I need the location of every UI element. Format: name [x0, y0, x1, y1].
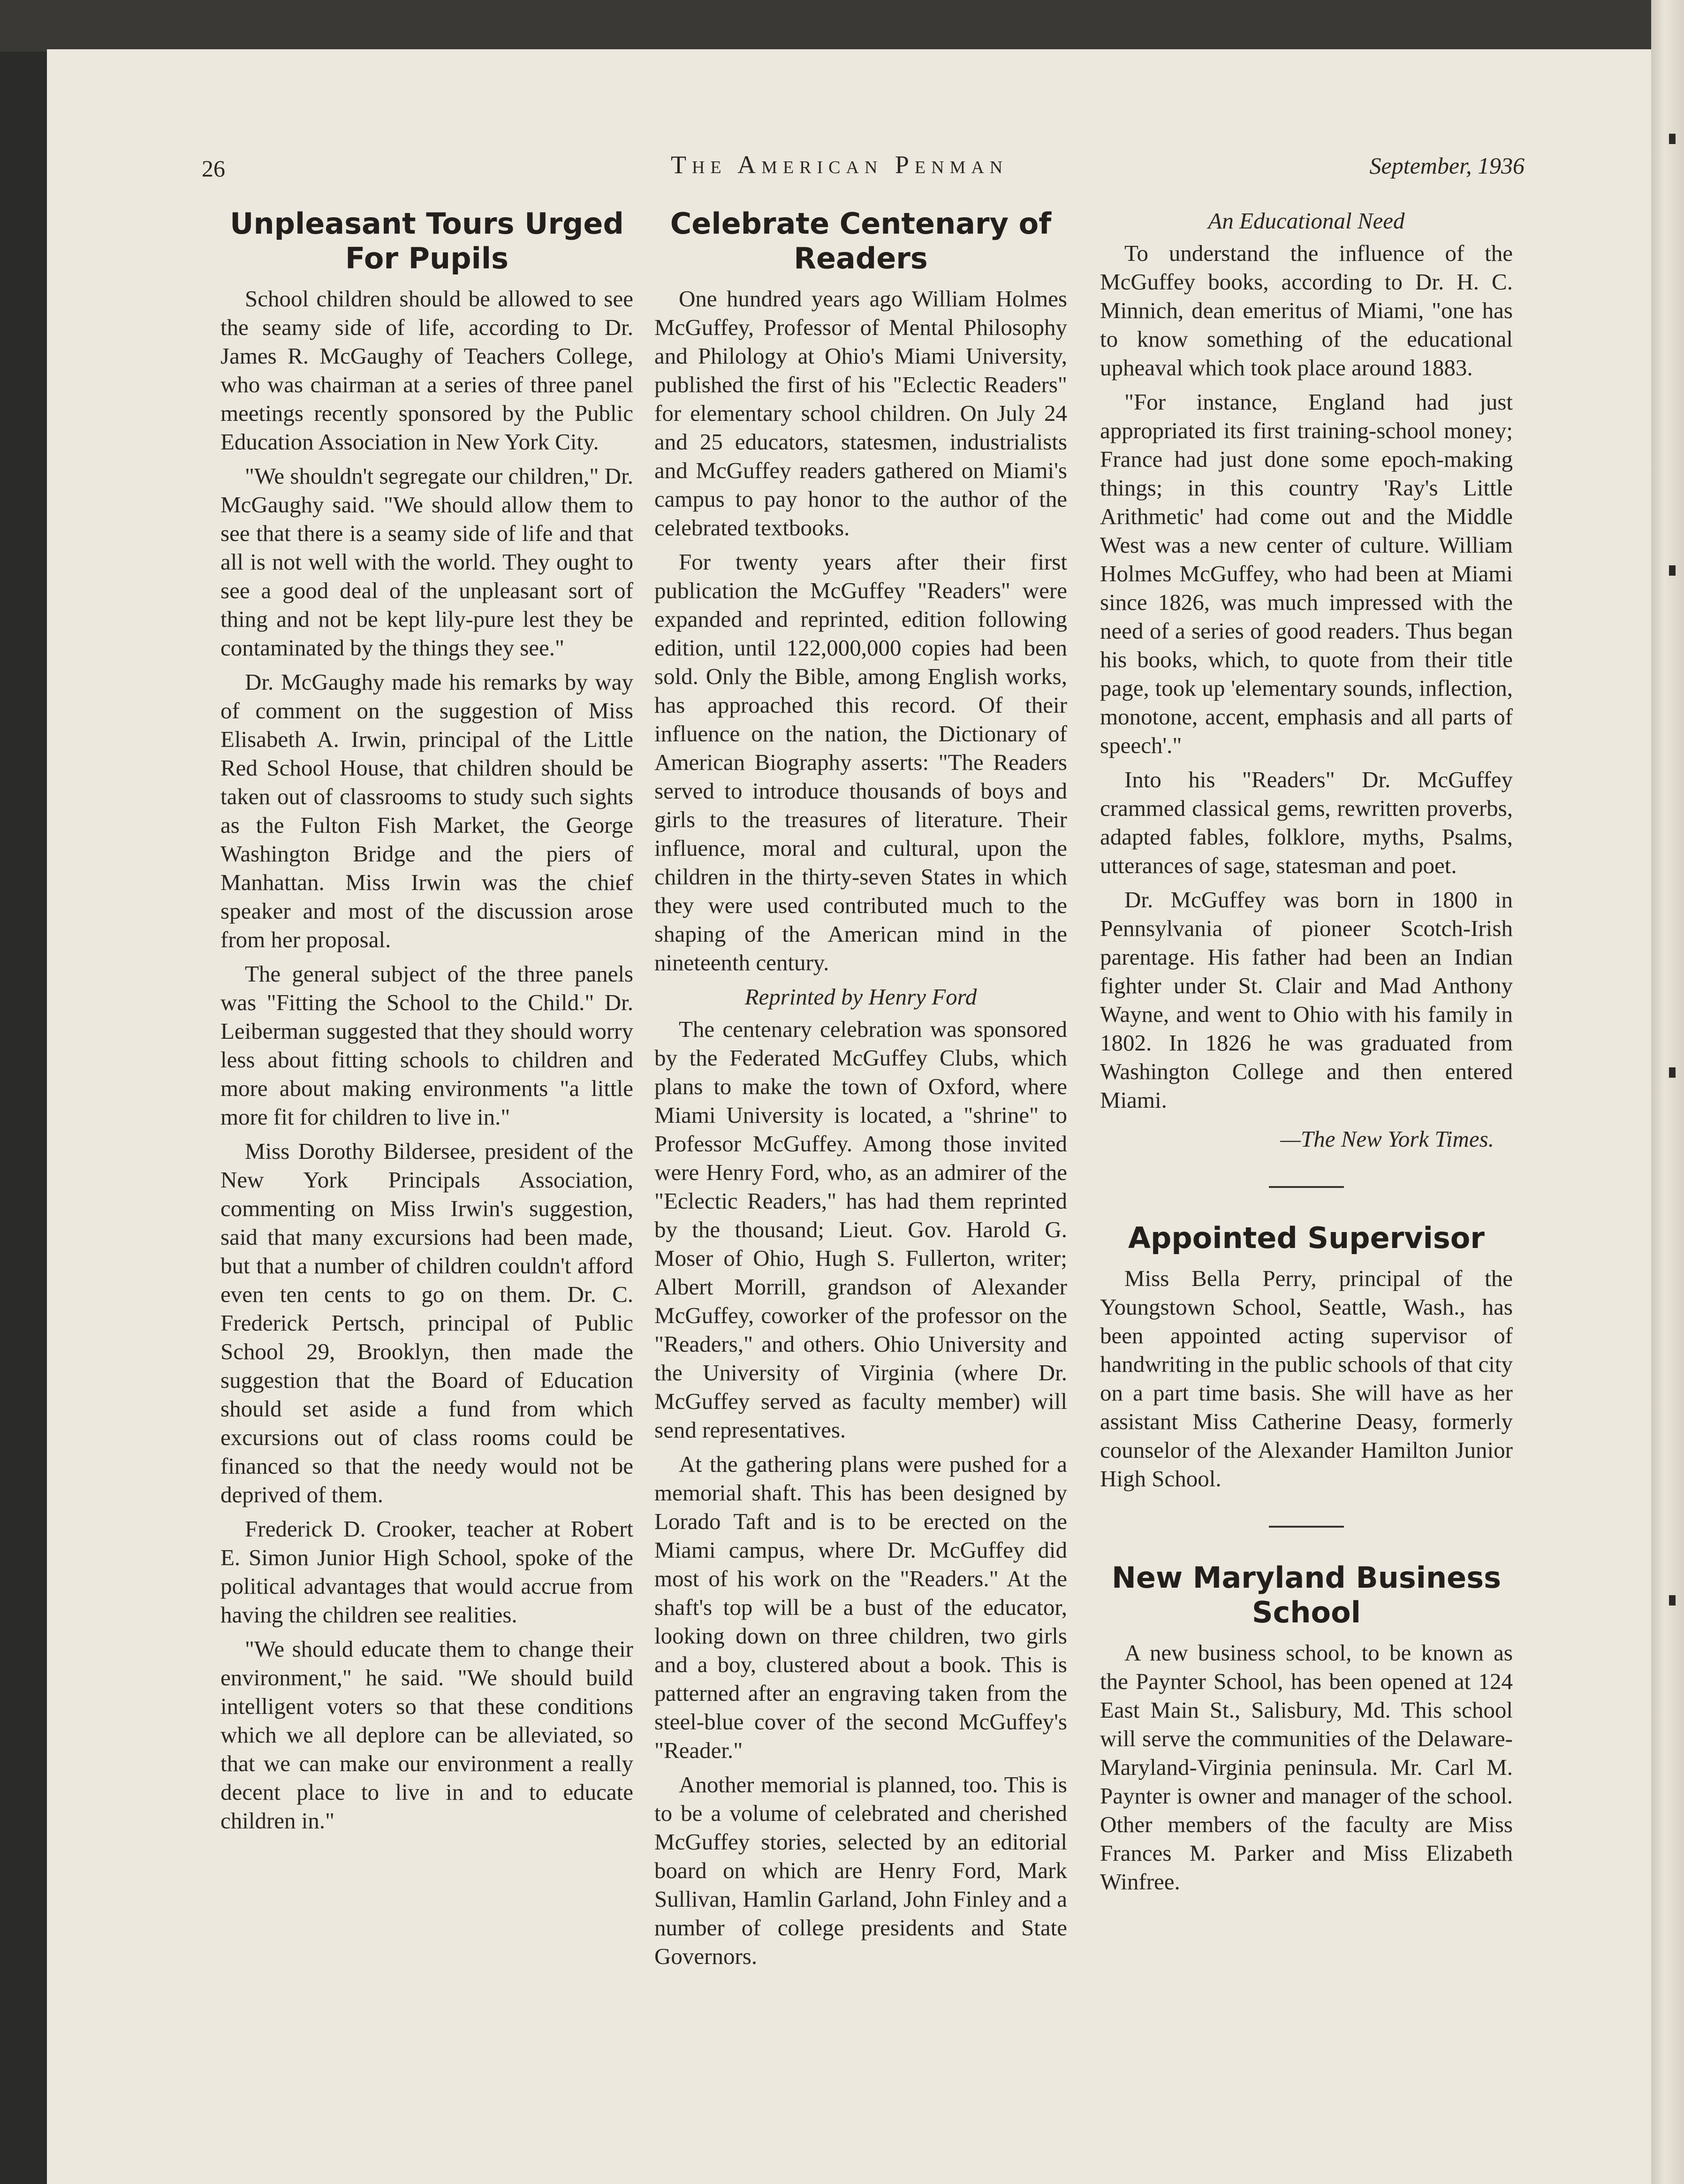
section-divider — [1269, 1526, 1344, 1528]
margin-mark — [1669, 1595, 1676, 1606]
paragraph: Dr. McGaughy made his remarks by way of comment on the suggestion of Miss Elisabeth A. Irwin, principal of the Little Red School House, that children should be taken out of classrooms to study such sights as the Fulton Fish Market, the George Washington Bridge and the piers of Manhattan. Miss Irwin was the chief speaker and most of the discussion arose from her proposal. — [220, 669, 633, 952]
source-credit: —The New York Times. — [1280, 1126, 1494, 1152]
paragraph: Miss Bella Perry, principal of the Youngstown School, Seattle, Wash., has been appointed acting supervisor of handwriting in the public schools of that city on a part time basis. She will have as her assistant Miss Catherine Deasy, formerly counselor of the Alexander Hamilton Junior High School. — [1100, 1265, 1513, 1492]
paragraph: The general subject of the three panels was "Fitting the School to the Child." Dr. Leiberman suggested that they should worry less about fitting schools to children and more about making environments "a little more fit for children to live in." — [220, 961, 633, 1130]
margin-mark — [1669, 134, 1676, 144]
book-spine-edge — [1651, 0, 1684, 2184]
paragraph: Into his "Readers" Dr. McGuffey crammed classical gems, rewritten proverbs, adapted fables, folklore, myths, Psalms, utterances of sage, statesman and poet. — [1100, 767, 1513, 878]
subhead-henry-ford: Reprinted by Henry Ford — [744, 984, 977, 1010]
paragraph: One hundred years ago William Holmes McGuffey, Professor of Mental Philosophy and Philology at Ohio's Miami University, published the first of his "Eclectic Readers" for elementary school children. On July 24 and 25 educators, statesmen, industrialists and McGuffey readers gathered on Miami's campus to pay honor to the author of the celebrated textbooks. — [654, 286, 1067, 540]
paragraph: School children should be allowed to see the seamy side of life, according to Dr. James R. McGaughy of Teachers College, who was chairman at a series of three panel meetings recently sponsored by the Public Education Association in New York City. — [220, 286, 633, 455]
paragraph: "For instance, England had just appropriated its first training-school money; France had just done some epoch-making things; in this country 'Ray's Little Arithmetic' had come out and the Middle West was a new center of culture. William Holmes McGuffey, who had been at Miami since 1826, was much impressed with the need of a series of good readers. Thus began his books, which, to quote from their title page, took up 'elementary sounds, inflection, monotone, accent, emphasis and all parts of speech'." — [1100, 389, 1513, 758]
paragraph: "We should educate them to change their environment," he said. "We should build intelligent voters so that these conditions which we all deplore can be alleviated, so that we can make our environment a really decent place to live in and to educate children in." — [220, 1636, 633, 1834]
page-number: 26 — [202, 155, 225, 182]
margin-mark — [1669, 565, 1676, 576]
subhead-educational-need: An Educational Need — [1208, 208, 1405, 234]
paragraph: Dr. McGuffey was born in 1800 in Pennsylvania of pioneer Scotch-Irish parentage. His father had been an Indian fighter under St. Clair and Mad Anthony Wayne, and went to Ohio with his family in 1802. In 1826 he was graduated from Washington College and then entered Miami. — [1100, 887, 1513, 1113]
column-2 — [654, 206, 1067, 1976]
paragraph: The centenary celebration was sponsored by the Federated McGuffey Clubs, which plans to make the town of Oxford, where Miami University is located, a "shrine" to Professor McGuffey. Among those invited were Henry Ford, who, as an admirer of the "Eclectic Readers," has had them reprinted by the thousand; Lieut. Gov. Harold G. Moser of Ohio, Hugh S. Fullerton, writer; Albert Morrill, grandson of Alexander McGuffey, coworker of the professor on the "Readers," and others. Ohio University and the University of Virginia (where Dr. McGuffey served as faculty member) will send representatives. — [654, 1016, 1067, 1443]
article-title-tours: Unpleasant Tours Urged For Pupils — [230, 206, 624, 275]
paragraph: For twenty years after their first publication the McGuffey "Readers" were expanded and reprinted, edition following edition, until 122,000,000 copies had been sold. Only the Bible, among English works, has approached this record. Of their influence on the nation, the Dictionary of American Biography asserts: "The Readers served to introduce thousands of boys and girls to the treasures of literature. Their influence, moral and cultural, upon the children in the thirty-seven States in which they were used contributed much to the shaping of the American mind in the nineteenth century. — [654, 549, 1067, 975]
paragraph: To understand the influence of the McGuffey books, according to Dr. H. C. Minnich, dean emeritus of Miami, "one has to know something of the educational upheaval which took place around 1883. — [1100, 240, 1513, 380]
article-title-supervisor: Appointed Supervisor — [1128, 1221, 1485, 1255]
journal-title: The American Penman — [671, 151, 1009, 179]
paragraph: A new business school, to be known as the Paynter School, has been opened at 124 East Main St., Salisbury, Md. This school will serve the communities of the Delaware-Maryland-Virginia peninsula. Mr. Carl M. Paynter is owner and manager of the school. Other members of the faculty are Miss Frances M. Parker and Miss Elizabeth Winfree. — [1100, 1640, 1513, 1895]
paragraph: Frederick D. Crooker, teacher at Robert E. Simon Junior High School, spoke of the political advantages that would accrue from having the children see realities. — [220, 1516, 633, 1628]
running-header — [202, 150, 1525, 188]
margin-mark — [1669, 1067, 1676, 1078]
issue-date: September, 1936 — [1369, 152, 1525, 179]
paragraph: Miss Dorothy Bildersee, president of the New York Principals Association, commenting on Miss Irwin's suggestion, said that many excursions had been made, but that a number of children couldn't afford even ten cents to go on them. Dr. C. Frederick Pertsch, principal of Public School 29, Brooklyn, then made the suggestion that the Board of Education should set aside a fund from which excursions out of class rooms could be financed so that the needy would not be deprived of them. — [220, 1138, 633, 1507]
paragraph: "We shouldn't segregate our children," Dr. McGaughy said. "We should allow them to see that there is a seamy side of life and that all is not well with the world. They ought to see a good deal of the unpleasant sort of thing and not be kept lily-pure lest they be contaminated by the things they see." — [220, 463, 633, 661]
paragraph: Another memorial is planned, too. This is to be a volume of celebrated and cherished McGuffey stories, selected by an editorial board on which are Henry Ford, Mark Sullivan, Hamlin Garland, John Finley and a number of college presidents and State Governors. — [654, 1772, 1067, 1969]
article-title-maryland: New Maryland Business School — [1111, 1560, 1502, 1629]
paragraph: At the gathering plans were pushed for a memorial shaft. This has been designed by Lorado Taft and is to be erected on the Miami campus, where Dr. McGuffey did most of his work on the "Readers." At the shaft's top will be a bust of the educator, looking down on three children, two girls and a boy, clustered about a book. This is patterned after an engraving taken from the steel-blue cover of the second McGuffey's "Reader." — [654, 1451, 1067, 1763]
article-title-centenary: Celebrate Centenary of Readers — [670, 206, 1052, 275]
column-1 — [220, 206, 633, 1841]
column-3 — [1100, 206, 1513, 1902]
scan-background-top — [0, 0, 1684, 52]
section-divider — [1269, 1186, 1344, 1188]
